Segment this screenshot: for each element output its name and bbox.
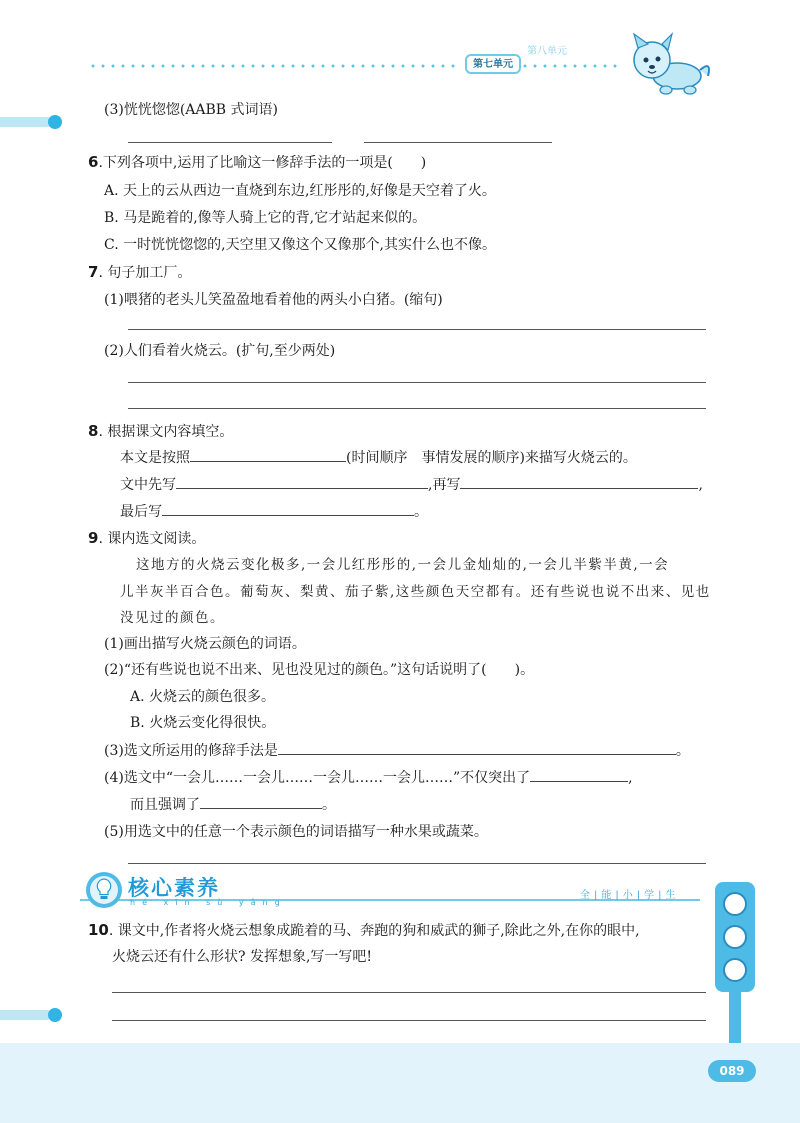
q8-number: 8	[88, 422, 99, 440]
q9-item1: (1)画出描写火烧云颜色的词语。	[104, 636, 306, 652]
q9-stem: 9. 课内选文阅读。	[88, 529, 206, 547]
q10-number: 10	[88, 921, 109, 939]
answer-line[interactable]	[128, 863, 706, 864]
q8-line3: 最后写 。	[120, 504, 428, 520]
q10-line1: 10. 课文中,作者将火烧云想象成跪着的马、奔跑的狗和威武的狮子,除此之外,在你的眼中,	[88, 921, 640, 939]
traffic-light-icon	[715, 882, 755, 992]
q7-item1: (1)喂猪的老头儿笑盈盈地看着他的两头小白猪。(缩句)	[104, 292, 443, 308]
q10-line2: 火烧云还有什么形状? 发挥想象,写一写吧!	[112, 949, 373, 965]
header-dotted-line-right	[520, 64, 620, 68]
q9-item2-option-b[interactable]: B. 火烧云变化得很快。	[130, 715, 276, 731]
traffic-lamp	[723, 958, 747, 982]
fill-blank[interactable]	[190, 448, 346, 462]
section-right-label: 全|能|小|学|生	[580, 890, 680, 901]
answer-line[interactable]	[128, 329, 706, 330]
q7-item2: (2)人们看着火烧云。(扩句,至少两处)	[104, 343, 336, 359]
q9-item4: (4)选文中“一会儿……一会儿……一会儿……一会儿……”不仅突出了 ,	[104, 770, 633, 786]
fill-blank[interactable]	[200, 795, 322, 809]
q6-option-b[interactable]: B. 马是跪着的,像等人骑上它的背,它才站起来似的。	[104, 210, 427, 226]
traffic-lamp	[723, 925, 747, 949]
q6-option-c[interactable]: C. 一时恍恍惚惚的,天空里又像这个又像那个,其实什么也不像。	[104, 237, 497, 253]
answer-line[interactable]	[128, 408, 706, 409]
q6-stem: 6.下列各项中,运用了比喻这一修辞手法的一项是( )	[88, 153, 427, 171]
left-edge-bar	[0, 117, 52, 127]
q8-stem: 8. 根据课文内容填空。	[88, 422, 234, 440]
fill-blank[interactable]	[162, 502, 414, 516]
section-pinyin: hé xīn sù yǎng	[130, 898, 287, 907]
fill-blank[interactable]	[530, 768, 628, 782]
q9-passage-line: 儿半灰半百合色。葡萄灰、梨黄、茄子紫,这些颜色天空都有。还有些说也说不出来、见也	[120, 584, 711, 600]
q9-item5: (5)用选文中的任意一个表示颜色的词语描写一种水果或蔬菜。	[104, 824, 488, 840]
q9-passage-line: 这地方的火烧云变化极多,一会儿红彤彤的,一会儿金灿灿的,一会儿半紫半黄,一会	[136, 557, 670, 573]
page-number: 089	[708, 1060, 756, 1082]
unit-tab-current: 第七单元	[465, 54, 521, 74]
section-title: 核心素养	[128, 876, 220, 900]
q9-item3: (3)选文所运用的修辞手法是 。	[104, 743, 690, 759]
fill-blank[interactable]	[278, 741, 676, 755]
q9-item2-option-a[interactable]: A. 火烧云的颜色很多。	[130, 689, 276, 705]
q8-line2: 文中先写 ,再写 ,	[120, 477, 703, 493]
answer-line[interactable]	[364, 142, 552, 143]
left-edge-dot	[48, 1008, 62, 1022]
q9-item2: (2)“还有些说也说不出来、见也没见过的颜色。”这句话说明了( )。	[104, 662, 535, 678]
header-dotted-line	[88, 64, 460, 68]
unit-tab-next: 第八单元	[527, 46, 567, 57]
left-edge-dot	[48, 115, 62, 129]
answer-line[interactable]	[128, 142, 332, 143]
traffic-light-pole	[729, 990, 741, 1045]
fill-blank[interactable]	[460, 475, 698, 489]
dog-mascot-icon	[622, 30, 714, 98]
answer-line[interactable]	[128, 382, 706, 383]
fill-blank[interactable]	[176, 475, 428, 489]
q9-item4-cont: 而且强调了 。	[130, 797, 336, 813]
traffic-lamp	[723, 892, 747, 916]
q9-number: 9	[88, 529, 99, 547]
lightbulb-icon	[84, 870, 124, 910]
q7-stem: 7. 句子加工厂。	[88, 263, 192, 281]
q6-number: 6	[88, 153, 99, 171]
q9-passage-line: 没见过的颜色。	[120, 610, 225, 626]
q6-option-a[interactable]: A. 天上的云从西边一直烧到东边,红彤彤的,好像是天空着了火。	[104, 183, 496, 199]
answer-line[interactable]	[112, 1020, 706, 1021]
answer-line[interactable]	[112, 992, 706, 993]
q8-line1: 本文是按照 (时间顺序 事情发展的顺序)来描写火烧云的。	[120, 450, 637, 466]
q7-number: 7	[88, 263, 99, 281]
page-footer	[0, 1043, 800, 1123]
left-edge-bar	[0, 1010, 52, 1020]
q5-item3: (3)恍恍惚惚(AABB 式词语)	[104, 102, 279, 118]
